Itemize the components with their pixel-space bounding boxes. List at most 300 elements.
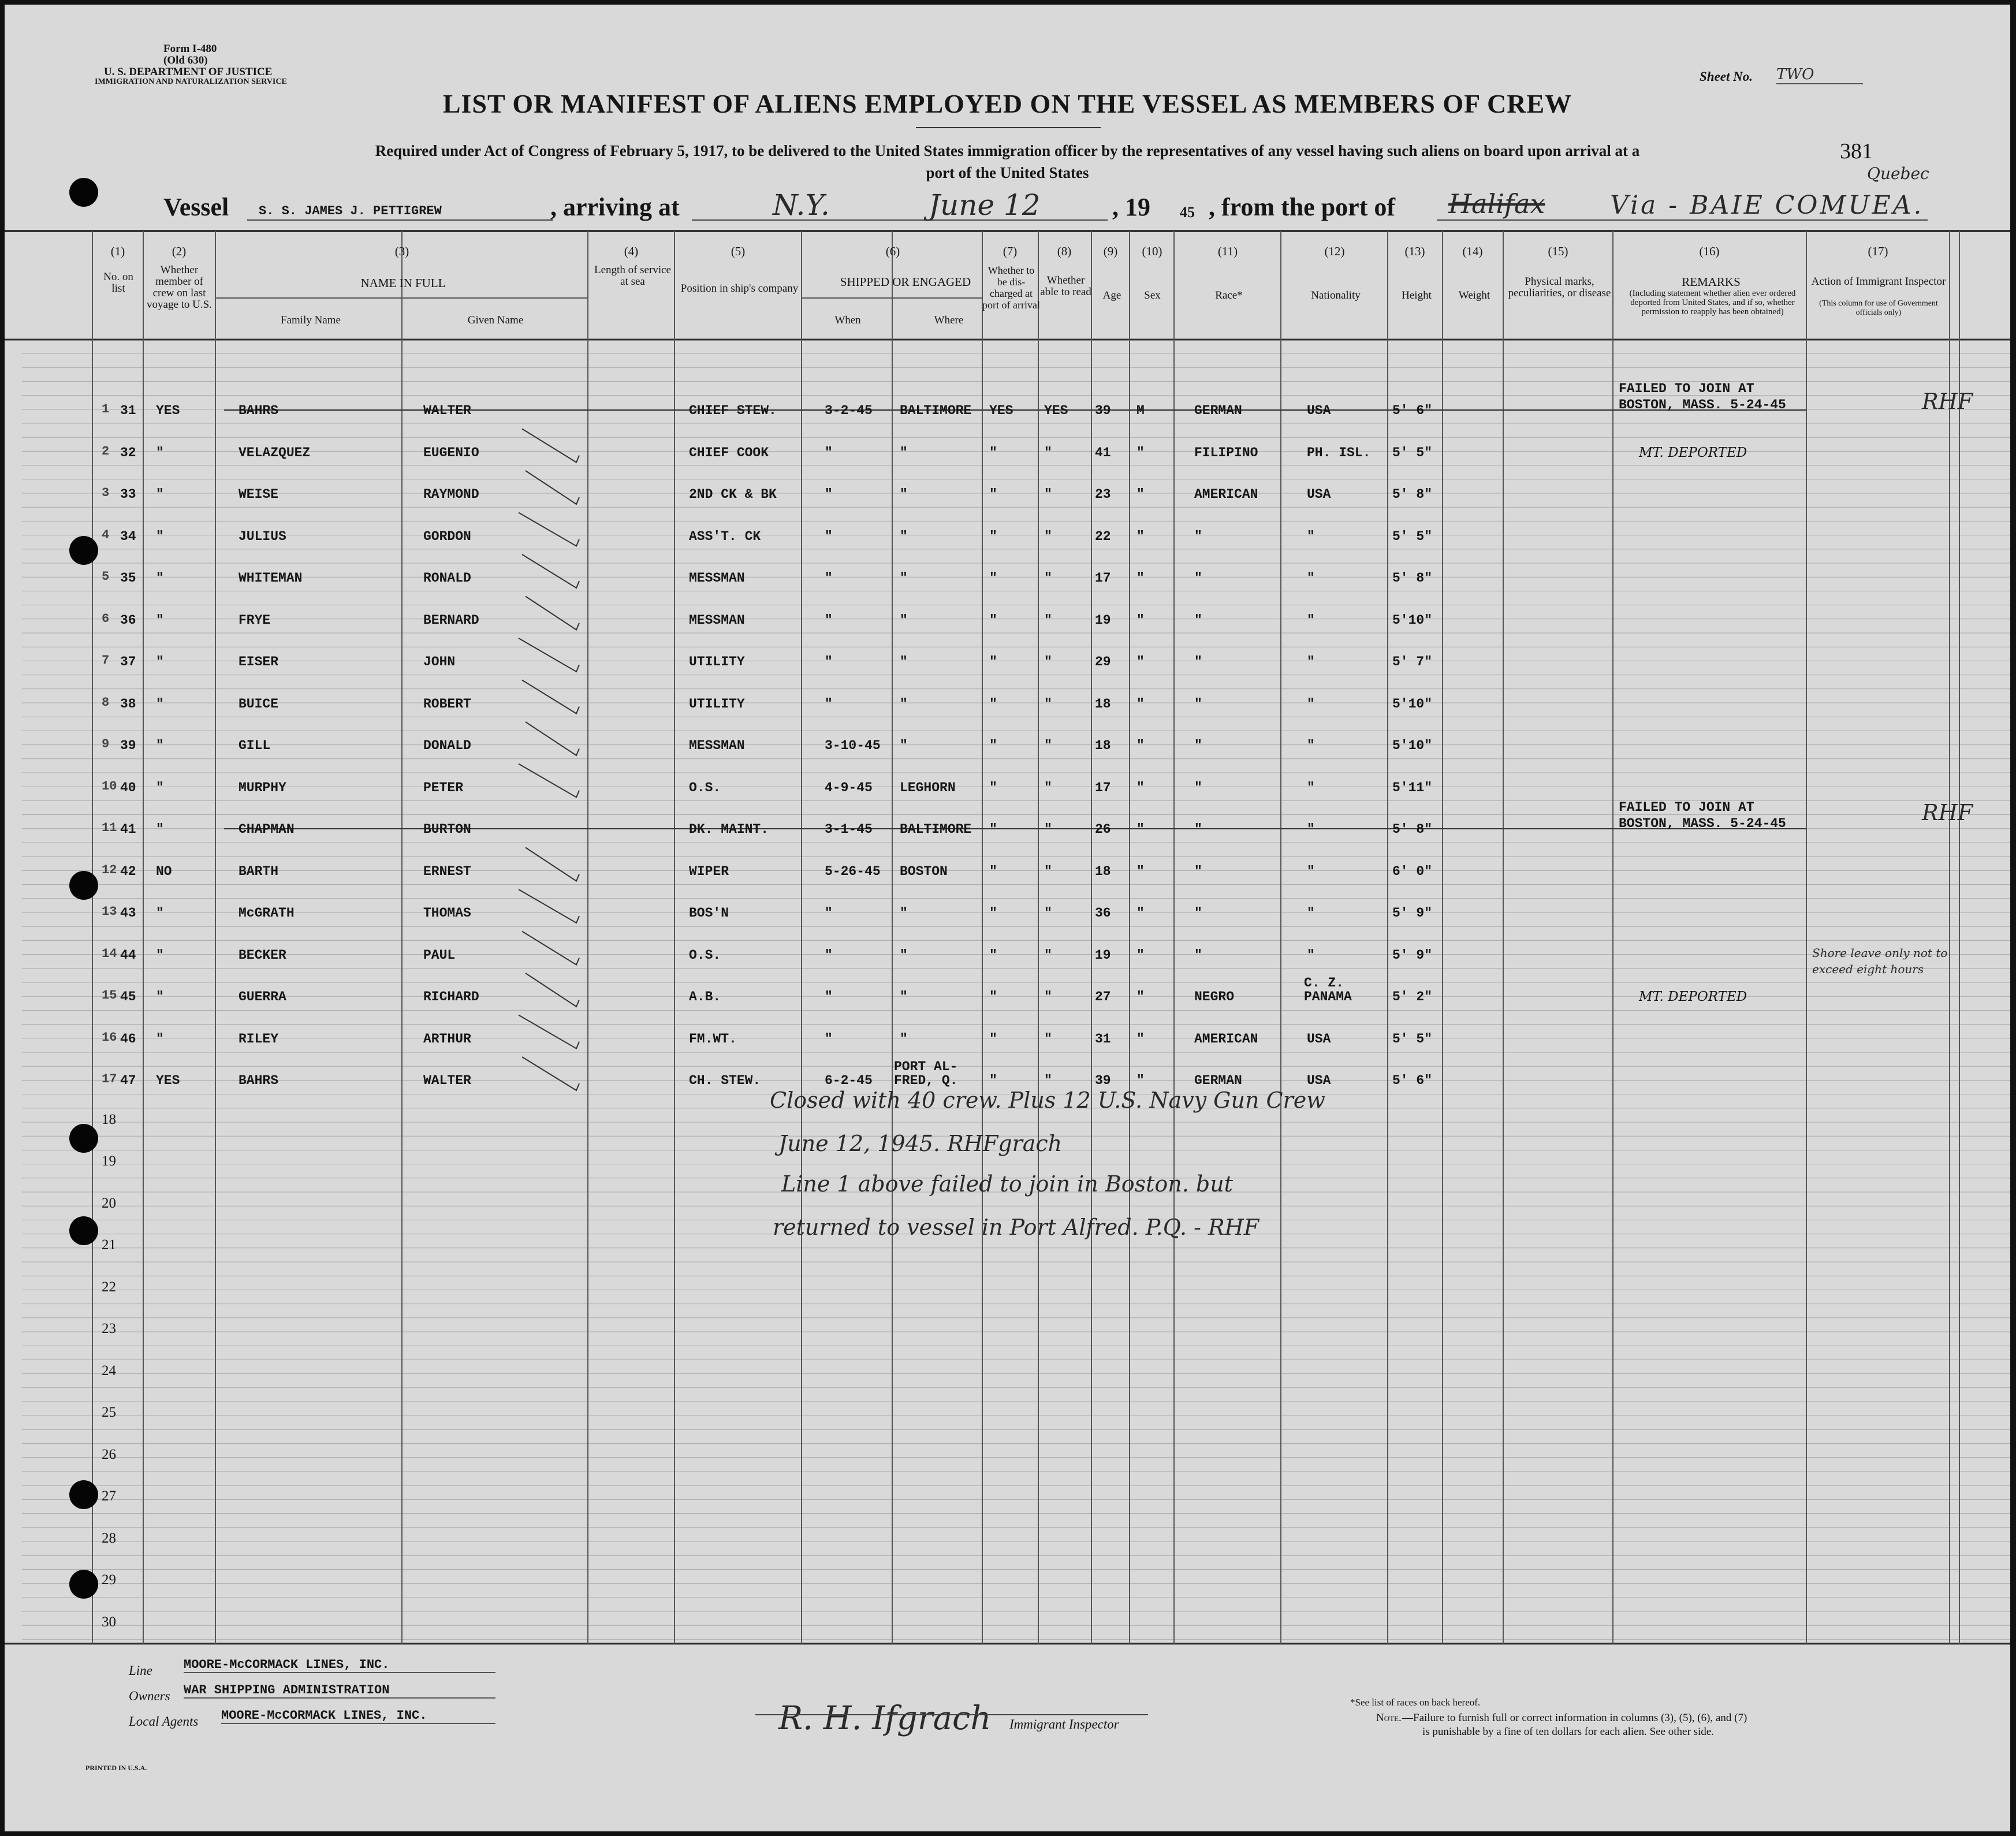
- sex-cell: ": [1136, 947, 1145, 963]
- family-name-cell: RILEY: [239, 1031, 279, 1047]
- row-number: 33: [120, 487, 136, 502]
- punch-hole: [69, 1480, 98, 1509]
- row-number-hand: 14: [102, 946, 117, 961]
- race-cell: ": [1194, 822, 1202, 837]
- nationality-cell: ": [1307, 947, 1315, 963]
- check-mark: [526, 471, 579, 504]
- where-cell: BALTIMORE: [900, 822, 972, 837]
- nationality-cell: ": [1307, 780, 1315, 795]
- sex-cell: ": [1136, 780, 1145, 795]
- given-name-cell: ROBERT: [423, 696, 471, 712]
- arrival-port: N.Y.: [773, 188, 830, 222]
- subtitle-line1: Required under Act of Congress of February 5, 1917, to be delivered to the United States immigration officer by the representatives of any vessel having such aliens on board upon arrival at a: [375, 142, 1640, 159]
- family-name-cell: BECKER: [239, 947, 286, 963]
- read-cell: ": [1044, 989, 1052, 1004]
- where-cell-2: FRED, Q.: [894, 1073, 958, 1088]
- column-number: (5): [731, 244, 746, 258]
- race-cell: FILIPINO: [1194, 445, 1258, 460]
- race-cell: NEGRO: [1194, 989, 1235, 1004]
- empty-row-number: 30: [102, 1614, 116, 1630]
- height-cell: 5' 6": [1392, 1073, 1433, 1088]
- when-cell: ": [825, 1031, 833, 1047]
- position-cell: UTILITY: [689, 654, 745, 669]
- empty-row-number: 28: [102, 1530, 116, 1546]
- line-label: Line: [129, 1663, 152, 1678]
- nationality-cell: ": [1307, 528, 1315, 544]
- family-name-cell: FRYE: [239, 612, 271, 628]
- given-name-cell: JOHN: [423, 654, 456, 669]
- last-voyage-cell: ": [156, 696, 164, 712]
- hdr-weight: Weight: [1458, 289, 1490, 301]
- given-name-cell: ERNEST: [423, 863, 471, 879]
- hdr-length-service: Length of service at sea: [594, 264, 671, 288]
- last-voyage-cell: ": [156, 1031, 164, 1047]
- age-cell: 18: [1095, 696, 1111, 712]
- when-cell: ": [825, 947, 833, 963]
- nationality-cell: ": [1307, 571, 1315, 586]
- position-cell: BOS'N: [689, 906, 729, 921]
- when-cell: ": [825, 612, 833, 628]
- age-cell: 39: [1095, 1073, 1111, 1088]
- discharged-cell: ": [989, 780, 997, 795]
- given-name-cell: BERNARD: [423, 612, 479, 628]
- sex-cell: ": [1136, 989, 1145, 1004]
- row-number: 39: [120, 738, 136, 753]
- column-number: (12): [1324, 244, 1345, 258]
- race-cell: AMERICAN: [1194, 487, 1258, 502]
- column-number: (9): [1103, 244, 1118, 258]
- race-cell: ": [1194, 612, 1202, 628]
- height-cell: 6' 0": [1392, 863, 1433, 879]
- height-cell: 5' 6": [1392, 403, 1433, 418]
- nationality-cell: USA: [1307, 1073, 1331, 1088]
- empty-row-number: 18: [102, 1111, 116, 1127]
- from-port-note: Quebec: [1867, 164, 1929, 183]
- position-cell: FM.WT.: [689, 1031, 737, 1047]
- where-cell: ": [900, 487, 908, 502]
- race-cell: ": [1194, 738, 1202, 753]
- read-cell: ": [1044, 612, 1052, 628]
- from-port: Via - BAIE COMUEA.: [1610, 191, 1924, 220]
- agents-value: MOORE-McCORMACK LINES, INC.: [221, 1708, 495, 1724]
- where-cell: ": [900, 571, 908, 586]
- year-label: , 19: [1112, 193, 1150, 221]
- empty-row-number: 29: [102, 1572, 116, 1588]
- remarks-cell: MT. DEPORTED: [1639, 445, 1747, 460]
- form-old-number: (Old 630): [163, 54, 208, 66]
- when-cell: ": [825, 445, 833, 460]
- age-cell: 17: [1095, 571, 1111, 586]
- handwritten-note-line3: Line 1 above failed to join in Boston. but: [781, 1171, 1233, 1197]
- check-mark: [519, 513, 579, 546]
- check-mark: [519, 764, 579, 798]
- when-cell: 3-10-45: [825, 738, 881, 753]
- read-cell: ": [1044, 696, 1052, 712]
- last-voyage-cell: ": [156, 989, 164, 1004]
- line-value: MOORE-McCORMACK LINES, INC.: [184, 1658, 495, 1673]
- row-number: 36: [120, 612, 136, 628]
- when-cell: 6-2-45: [825, 1073, 873, 1088]
- when-cell: 5-26-45: [825, 863, 881, 879]
- where-cell: ": [900, 654, 908, 669]
- race-cell: AMERICAN: [1194, 1031, 1258, 1047]
- nationality-cell: ": [1307, 612, 1315, 628]
- hdr-no-on-list: No. on list: [103, 271, 133, 295]
- hdr-physical: Physical marks, peculiarities, or disease: [1508, 275, 1611, 299]
- manifest-sheet: [5, 5, 2010, 1831]
- check-mark: [519, 1015, 579, 1049]
- punch-hole: [69, 1570, 98, 1599]
- age-cell: 27: [1095, 989, 1111, 1004]
- when-cell: ": [825, 906, 833, 921]
- family-name-cell: McGRATH: [239, 906, 295, 921]
- height-cell: 5' 8": [1392, 822, 1433, 837]
- last-voyage-cell: ": [156, 612, 164, 628]
- where-cell: PORT AL-: [894, 1059, 958, 1074]
- race-cell: ": [1194, 654, 1202, 669]
- column-number: (3): [394, 244, 409, 258]
- where-cell: ": [900, 528, 908, 544]
- height-cell: 5'10": [1392, 738, 1433, 753]
- title-rule: [916, 127, 1101, 128]
- position-cell: DK. MAINT.: [689, 822, 769, 837]
- sex-cell: ": [1136, 1031, 1145, 1047]
- when-cell: ": [825, 487, 833, 502]
- hdr-member-last-voyage: Whether member of crew on last voyage to U.S.: [147, 264, 212, 311]
- family-name-cell: BUICE: [239, 696, 279, 712]
- race-cell: ": [1194, 780, 1202, 795]
- given-name-cell: RICHARD: [423, 989, 479, 1004]
- when-cell: 4-9-45: [825, 780, 873, 795]
- family-name-cell: VELAZQUEZ: [239, 445, 311, 460]
- last-voyage-cell: ": [156, 528, 164, 544]
- row-number: 38: [120, 696, 136, 712]
- note-label: Note.: [1376, 1712, 1402, 1724]
- when-cell: ": [825, 654, 833, 669]
- inspector-label: Immigrant Inspector: [1009, 1717, 1119, 1731]
- position-cell: MESSMAN: [689, 571, 745, 586]
- where-cell: ": [900, 906, 908, 921]
- height-cell: 5' 8": [1392, 571, 1433, 586]
- hdr-action-note: (This column for use of Government officials only): [1819, 299, 1938, 317]
- hdr-family-name: Family Name: [281, 314, 341, 326]
- discharged-cell: YES: [989, 403, 1013, 418]
- row-number: 41: [120, 822, 136, 837]
- check-mark: [522, 554, 579, 588]
- position-cell: O.S.: [689, 780, 721, 795]
- age-cell: 23: [1095, 487, 1111, 502]
- height-cell: 5' 8": [1392, 487, 1433, 502]
- age-cell: 17: [1095, 780, 1111, 795]
- height-cell: 5' 5": [1392, 528, 1433, 544]
- race-cell: GERMAN: [1194, 1073, 1242, 1088]
- column-number: (7): [1003, 244, 1018, 258]
- punch-hole: [69, 1124, 98, 1153]
- hdr-given-name: Given Name: [467, 314, 524, 326]
- hdr-when: When: [834, 314, 861, 326]
- hdr-able-read: Whether able to read: [1040, 274, 1091, 298]
- handwritten-note-line2: June 12, 1945. RHFgrach: [778, 1131, 1063, 1156]
- read-cell: ": [1044, 654, 1052, 669]
- position-cell: CHIEF STEW.: [689, 403, 777, 418]
- discharged-cell: ": [989, 863, 997, 879]
- from-label: , from the port of: [1209, 193, 1395, 221]
- position-cell: 2ND CK & BK: [689, 487, 777, 502]
- owners-value: WAR SHIPPING ADMINISTRATION: [184, 1683, 495, 1699]
- hdr-action: Action of Immigrant Inspector: [1811, 275, 1946, 288]
- last-voyage-cell: ": [156, 445, 164, 460]
- row-number: 47: [120, 1073, 136, 1088]
- given-name-cell: PETER: [423, 780, 464, 795]
- column-number: (14): [1462, 244, 1483, 258]
- read-cell: ": [1044, 822, 1052, 837]
- last-voyage-cell: ": [156, 822, 164, 837]
- empty-row-number: 26: [102, 1446, 116, 1462]
- last-voyage-cell: ": [156, 906, 164, 921]
- height-cell: 5' 9": [1392, 947, 1433, 963]
- height-cell: 5' 2": [1392, 989, 1433, 1004]
- nationality-cell: ": [1307, 906, 1315, 921]
- nationality-cell: ": [1307, 822, 1315, 837]
- read-cell: ": [1044, 1031, 1052, 1047]
- family-name-cell: BAHRS: [239, 1073, 279, 1088]
- given-name-cell: WALTER: [423, 403, 471, 418]
- sheet-value: TWO: [1776, 66, 1863, 84]
- age-cell: 18: [1095, 738, 1111, 753]
- page-stamp: 381: [1840, 139, 1873, 163]
- from-port-struck: Halifax: [1448, 188, 1545, 219]
- discharged-cell: ": [989, 822, 997, 837]
- row-number-hand: 10: [102, 779, 117, 794]
- form-number: Form I-480: [163, 43, 217, 55]
- where-cell: ": [900, 696, 908, 712]
- given-name-cell: EUGENIO: [423, 445, 479, 460]
- position-cell: UTILITY: [689, 696, 745, 712]
- race-cell: ": [1194, 863, 1202, 879]
- row-number-hand: 11: [102, 821, 117, 835]
- age-cell: 39: [1095, 403, 1111, 418]
- inspector-signature: R. H. Ifgrach: [778, 1700, 992, 1737]
- column-number: (15): [1548, 244, 1568, 258]
- when-cell: ": [825, 571, 833, 586]
- last-voyage-cell: YES: [156, 403, 180, 418]
- remarks-cell: MT. DEPORTED: [1639, 989, 1747, 1004]
- read-cell: ": [1044, 571, 1052, 586]
- row-number-hand: 13: [102, 904, 117, 919]
- race-cell: ": [1194, 571, 1202, 586]
- race-cell: ": [1194, 906, 1202, 921]
- when-cell: ": [825, 696, 833, 712]
- nationality-cell: USA: [1307, 487, 1331, 502]
- nationality-cell: USA: [1307, 1031, 1331, 1047]
- family-name-cell: WEISE: [239, 487, 279, 502]
- row-number: 32: [120, 445, 136, 460]
- row-number-hand: 17: [102, 1072, 117, 1086]
- check-mark: [526, 597, 579, 630]
- row-number: 40: [120, 780, 136, 795]
- where-cell: ": [900, 947, 908, 963]
- row-number: 44: [120, 947, 136, 963]
- when-cell: 3-1-45: [825, 822, 873, 837]
- column-number: (4): [624, 244, 639, 258]
- where-cell: ": [900, 612, 908, 628]
- sex-cell: ": [1136, 822, 1145, 837]
- hdr-discharged: Whether to be dis-charged at port of arrival: [982, 265, 1040, 311]
- row-number-hand: 1: [102, 402, 110, 416]
- sex-cell: ": [1136, 612, 1145, 628]
- races-note: *See list of races on back hereof.: [1350, 1697, 1481, 1708]
- discharged-cell: ": [989, 1073, 997, 1088]
- read-cell: ": [1044, 738, 1052, 753]
- row-number-hand: 2: [102, 444, 110, 459]
- department: U. S. DEPARTMENT OF JUSTICE: [104, 66, 273, 78]
- sex-cell: ": [1136, 445, 1145, 460]
- family-name-cell: GILL: [239, 738, 271, 753]
- row-number-hand: 5: [102, 569, 110, 584]
- position-cell: CHIEF COOK: [689, 445, 769, 460]
- printed-note: PRINTED IN U.S.A.: [85, 1764, 147, 1772]
- hdr-shipped-engaged: SHIPPED OR ENGAGED: [840, 275, 971, 289]
- race-cell: ": [1194, 947, 1202, 963]
- sex-cell: ": [1136, 738, 1145, 753]
- empty-row-number: 27: [102, 1488, 116, 1504]
- check-mark: [526, 722, 579, 755]
- row-number: 45: [120, 989, 136, 1004]
- service: IMMIGRATION AND NATURALIZATION SERVICE: [95, 77, 287, 86]
- where-cell: ": [900, 1031, 908, 1047]
- sex-cell: M: [1136, 403, 1145, 418]
- last-voyage-cell: ": [156, 738, 164, 753]
- column-number: (17): [1868, 244, 1888, 258]
- empty-row-number: 19: [102, 1153, 116, 1169]
- position-cell: O.S.: [689, 947, 721, 963]
- position-cell: MESSMAN: [689, 738, 745, 753]
- height-cell: 5' 5": [1392, 445, 1433, 460]
- empty-row-number: 22: [102, 1279, 116, 1295]
- row-number: 43: [120, 906, 136, 921]
- where-cell: ": [900, 738, 908, 753]
- row-number: 46: [120, 1031, 136, 1047]
- sheet-label: Sheet No.: [1700, 69, 1753, 84]
- handwritten-note-line1: Closed with 40 crew. Plus 12 U.S. Navy Gun Crew: [770, 1088, 1325, 1113]
- column-number: (16): [1699, 244, 1720, 258]
- last-voyage-cell: NO: [156, 863, 172, 879]
- age-cell: 29: [1095, 654, 1111, 669]
- discharged-cell: ": [989, 738, 997, 753]
- row-number-hand: 8: [102, 695, 110, 710]
- discharged-cell: ": [989, 445, 997, 460]
- handwritten-note-line4: returned to vessel in Port Alfred. P.Q. - RHF: [773, 1215, 1259, 1240]
- empty-row-number: 23: [102, 1321, 116, 1336]
- age-cell: 19: [1095, 612, 1111, 628]
- when-cell: 3-2-45: [825, 403, 873, 418]
- discharged-cell: ": [989, 528, 997, 544]
- action-initials: RHF: [1922, 800, 1973, 825]
- family-name-cell: BAHRS: [239, 403, 279, 418]
- race-cell: ": [1194, 696, 1202, 712]
- read-cell: ": [1044, 528, 1052, 544]
- discharged-cell: ": [989, 487, 997, 502]
- where-cell: LEGHORN: [900, 780, 956, 795]
- remarks-cell-2: BOSTON, MASS. 5-24-45: [1619, 816, 1786, 831]
- read-cell: ": [1044, 780, 1052, 795]
- arrival-date: June 12: [929, 188, 1041, 222]
- nationality-cell-2: PANAMA: [1304, 989, 1352, 1004]
- remarks-cell-2: BOSTON, MASS. 5-24-45: [1619, 397, 1786, 412]
- family-name-cell: BARTH: [239, 863, 279, 879]
- hdr-remarks: REMARKS: [1682, 275, 1741, 289]
- last-voyage-cell: ": [156, 947, 164, 963]
- discharged-cell: ": [989, 654, 997, 669]
- when-cell: ": [825, 528, 833, 544]
- hdr-race: Race*: [1215, 289, 1243, 301]
- given-name-cell: RONALD: [423, 571, 471, 586]
- family-name-cell: MURPHY: [239, 780, 286, 795]
- read-cell: ": [1044, 906, 1052, 921]
- row-number-hand: 4: [102, 527, 110, 542]
- family-name-cell: JULIUS: [239, 528, 286, 544]
- column-number: (1): [110, 244, 125, 258]
- check-mark: [526, 848, 579, 881]
- family-name-cell: WHITEMAN: [239, 571, 303, 586]
- given-name-cell: DONALD: [423, 738, 471, 753]
- row-number: 31: [120, 403, 136, 418]
- year-value: 45: [1180, 204, 1195, 221]
- height-cell: 5'11": [1392, 780, 1433, 795]
- read-cell: ": [1044, 863, 1052, 879]
- discharged-cell: ": [989, 696, 997, 712]
- sex-cell: ": [1136, 696, 1145, 712]
- read-cell: YES: [1044, 403, 1068, 418]
- given-name-cell: GORDON: [423, 528, 471, 544]
- sex-cell: ": [1136, 654, 1145, 669]
- hdr-name-in-full: NAME IN FULL: [360, 276, 446, 290]
- row-number: 35: [120, 571, 136, 586]
- row-number-hand: 12: [102, 862, 117, 877]
- sex-cell: ": [1136, 528, 1145, 544]
- position-cell: WIPER: [689, 863, 729, 879]
- height-cell: 5' 9": [1392, 906, 1433, 921]
- last-voyage-cell: ": [156, 654, 164, 669]
- given-name-cell: THOMAS: [423, 906, 471, 921]
- check-mark: [526, 973, 579, 1007]
- when-cell: ": [825, 989, 833, 1004]
- agents-label: Local Agents: [129, 1714, 199, 1729]
- read-cell: ": [1044, 1073, 1052, 1088]
- age-cell: 41: [1095, 445, 1111, 460]
- family-name-cell: CHAPMAN: [239, 822, 295, 837]
- last-voyage-cell: ": [156, 487, 164, 502]
- row-number-hand: 3: [102, 486, 110, 500]
- age-cell: 18: [1095, 863, 1111, 879]
- empty-row-number: 24: [102, 1362, 116, 1379]
- hdr-remarks-note: (Including statement whether alien ever ordered deported from United States, and if so, whether permission to reapply has been obtained): [1629, 289, 1796, 316]
- where-cell: BALTIMORE: [900, 403, 972, 418]
- vessel-label: Vessel: [163, 193, 229, 221]
- discharged-cell: ": [989, 1031, 997, 1047]
- sex-cell: ": [1136, 863, 1145, 879]
- position-cell: MESSMAN: [689, 612, 745, 628]
- discharged-cell: ": [989, 947, 997, 963]
- position-cell: ASS'T. CK: [689, 528, 761, 544]
- note-line1: —Failure to furnish full or correct information in columns (3), (5), (6), and (7): [1402, 1712, 1747, 1724]
- nationality-cell: ": [1307, 654, 1315, 669]
- where-cell: ": [900, 445, 908, 460]
- check-mark: [522, 1057, 579, 1090]
- position-cell: CH. STEW.: [689, 1073, 761, 1088]
- row-number-hand: 9: [102, 737, 110, 751]
- column-number: (10): [1142, 244, 1162, 258]
